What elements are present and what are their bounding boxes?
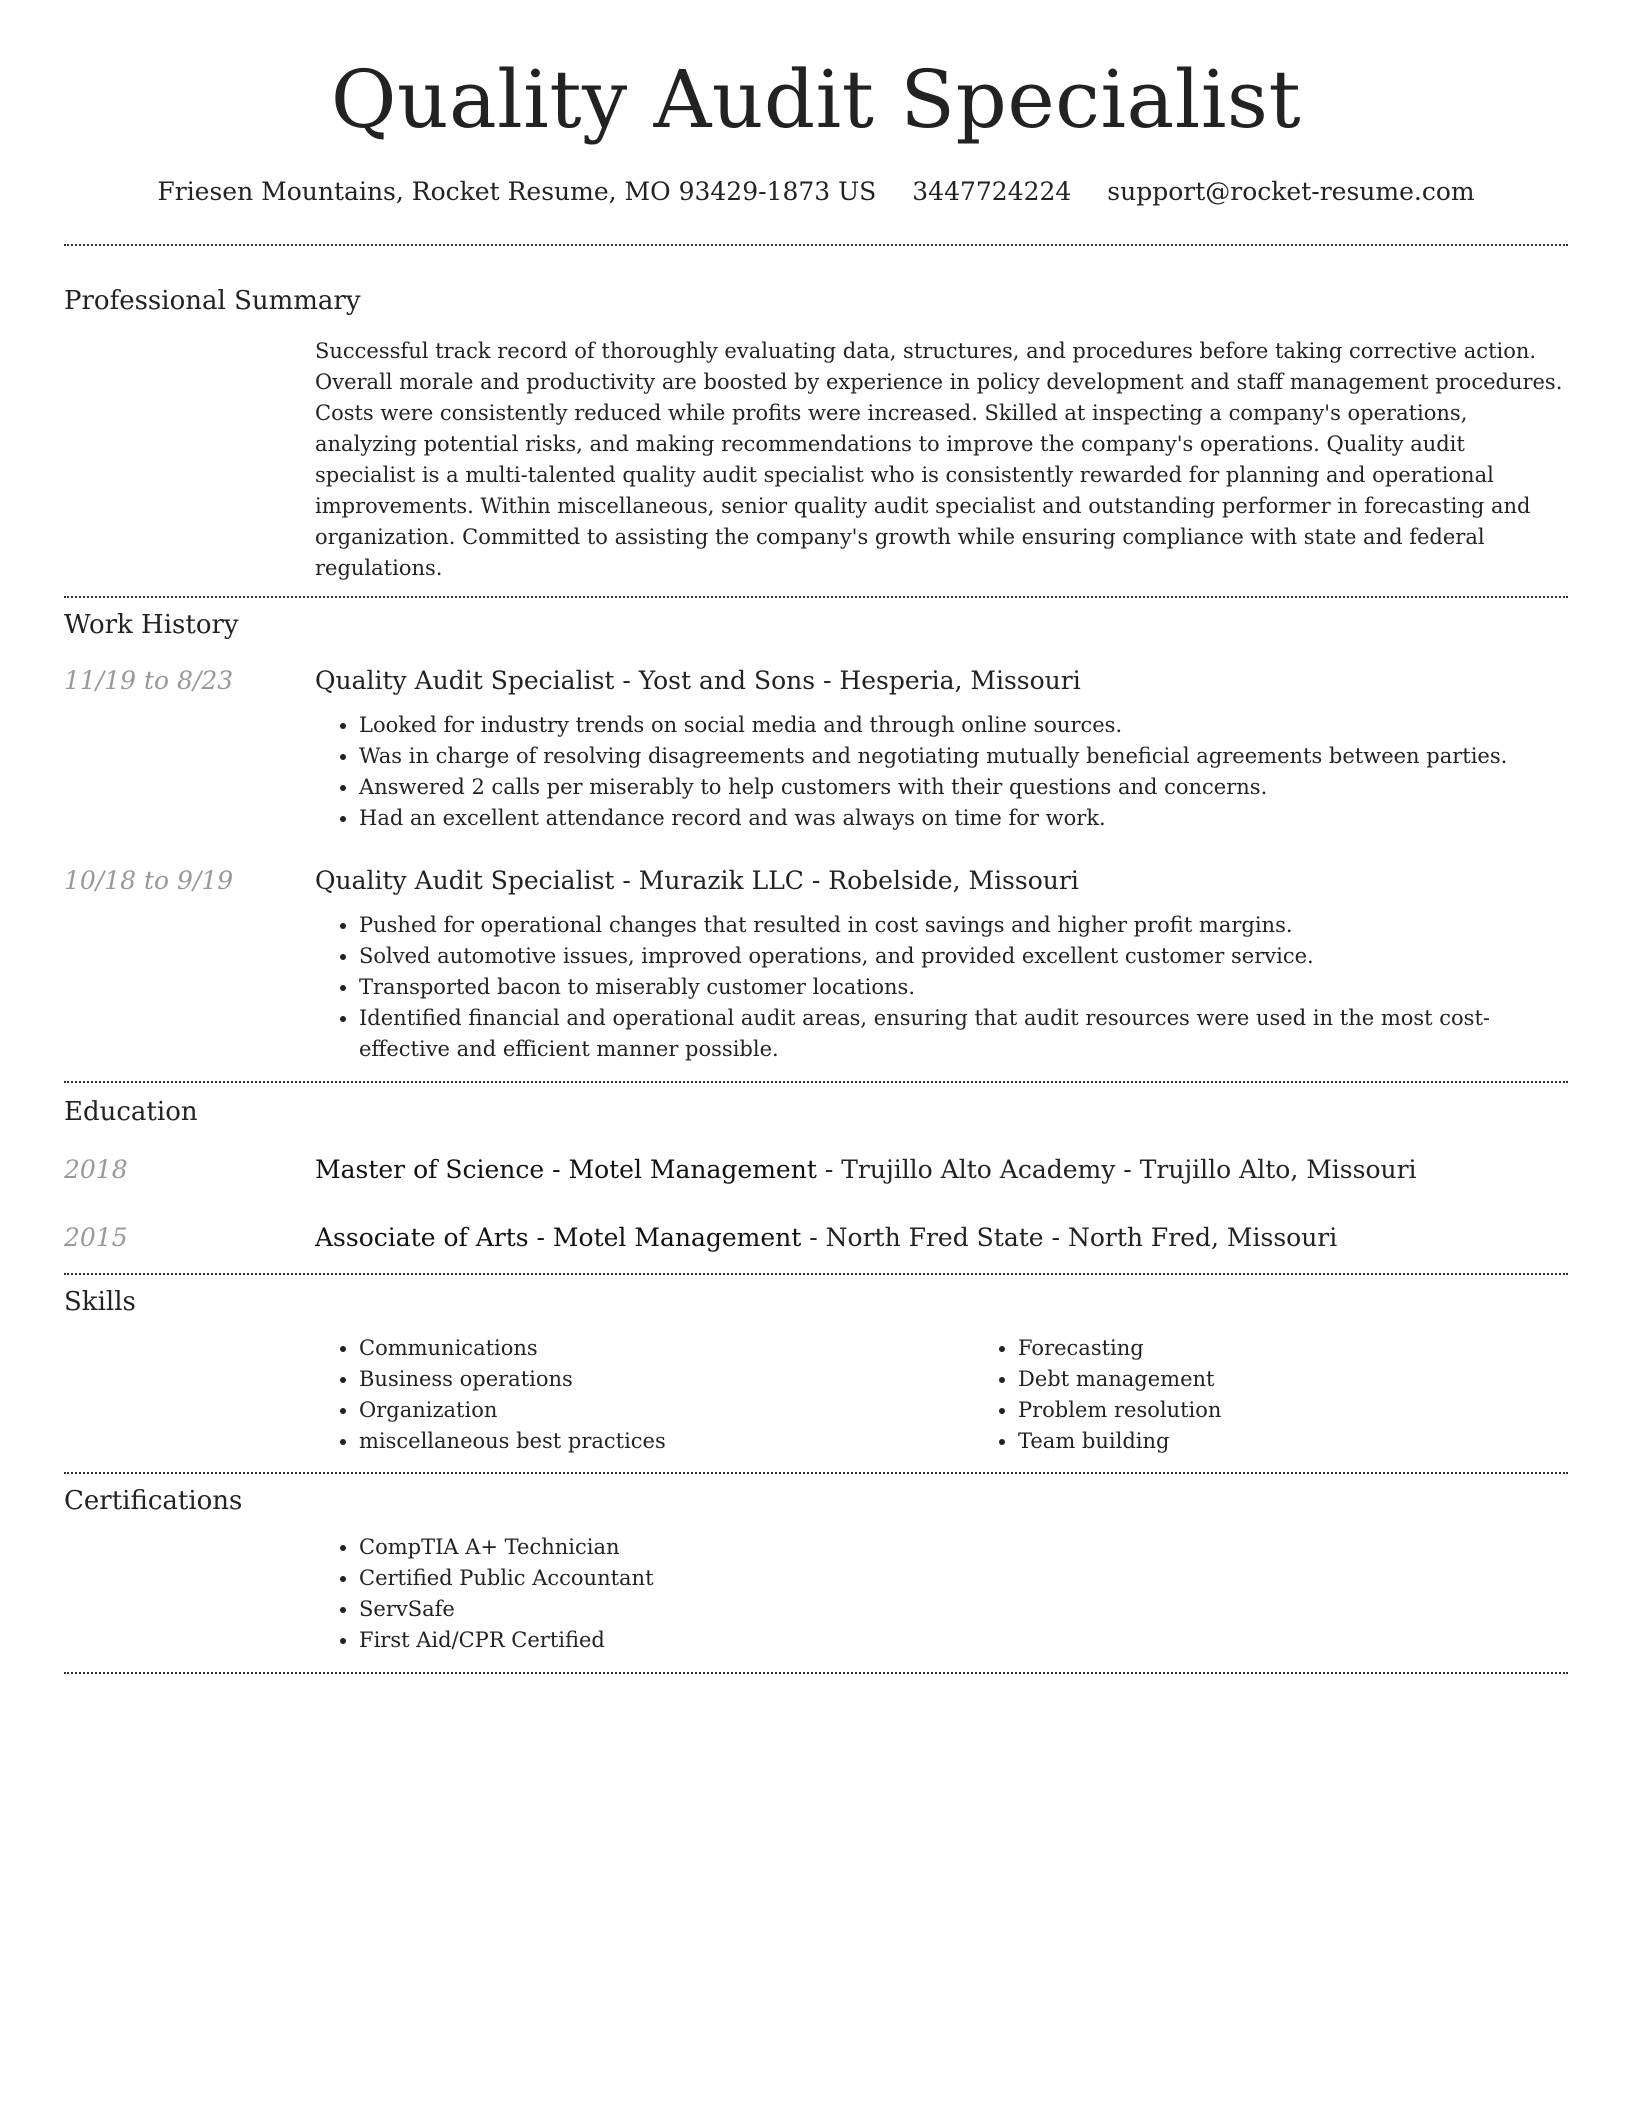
education-degree: Master of Science - Motel Management [315,1155,817,1184]
list-item: • Transported bacon to miserably customer locations. [359,972,1568,1003]
list-item: • Forecasting [1018,1333,1632,1364]
work-section [64,598,1568,1065]
list-item: • Debt management [1018,1364,1632,1395]
list-item: • miscellaneous best practices [359,1426,974,1457]
education-school: - North Fred State - North Fred, Missouri [801,1223,1338,1252]
section-title-certifications: Certifications [64,1486,243,1516]
skills-section [64,1275,1568,1457]
list-item: • Pushed for operational changes that resulted in cost savings and higher profit margins. [359,910,1568,941]
list-item: • Business operations [359,1364,974,1395]
education-year: 2018 [64,1155,128,1184]
skills-list-right [974,1333,1632,1457]
list-item: • Solved automotive issues, improved operations, and provided excellent customer service. [359,941,1568,972]
job-dates: 10/18 to 9/19 [64,866,234,895]
education-entry [64,1153,1568,1187]
summary-section [64,246,1568,584]
contact-line [64,176,1568,208]
resume-name: Quality Audit Specialist [330,53,1302,146]
section-title-work: Work History [64,610,239,640]
education-section [64,1083,1568,1255]
job-entry [64,664,1568,834]
list-item: • Certified Public Accountant [359,1563,1568,1594]
job-entry [64,864,1568,1065]
list-item: • Answered 2 calls per miserably to help customers with their questions and concerns. [359,772,1568,803]
list-item: • Team building [1018,1426,1632,1457]
resume-page [64,0,1568,1674]
education-entry [64,1221,1568,1255]
list-item: • Looked for industry trends on social media and through online sources. [359,710,1568,741]
certifications-list [315,1532,1568,1656]
section-title-skills: Skills [64,1287,136,1317]
list-item: • First Aid/CPR Certified [359,1625,1568,1656]
skills-list-left [315,1333,974,1457]
education-school: - Trujillo Alto Academy - Trujillo Alto, Missouri [816,1155,1417,1184]
list-item: • Organization [359,1395,974,1426]
list-item: • Was in charge of resolving disagreements and negotiating mutually beneficial agreements between parties. [359,741,1568,772]
job-bullets [315,710,1568,834]
summary-text: Successful track record of thoroughly evaluating data, structures, and procedures before taking corrective action. Overall morale and productivity are boosted by experience in policy development and staff management procedures. Costs were consistently reduced while profits were increased. Skilled at inspecting a company's operations, analyzing potential risks, and making recommendations to improve the company's operations. Quality audit specialist is a multi-talented quality audit specialist who is consistently rewarded for planning and operational improvements. Within miscellaneous, senior quality audit specialist and outstanding performer in forecasting and organization. Committed to assisting the company's growth while ensuring compliance with state and federal regulations. [315,339,1563,580]
divider [64,1672,1568,1674]
phone-text: 3447724224 [912,177,1072,206]
job-bullets [315,910,1568,1065]
section-title-education: Education [64,1097,198,1127]
job-title: Quality Audit Specialist - Yost and Sons - Hesperia, Missouri [315,666,1081,695]
education-degree: Associate of Arts - Motel Management [315,1223,802,1252]
address-text: Friesen Mountains, Rocket Resume, MO 93429-1873 US [157,177,877,206]
job-title: Quality Audit Specialist - Murazik LLC - Robelside, Missouri [315,866,1079,895]
certifications-section [64,1474,1568,1656]
list-item: • Communications [359,1333,974,1364]
education-year: 2015 [64,1223,128,1252]
email-link[interactable]: support@rocket-resume.com [1107,177,1475,206]
list-item: • ServSafe [359,1594,1568,1625]
list-item: • CompTIA A+ Technician [359,1532,1568,1563]
list-item: • Problem resolution [1018,1395,1632,1426]
list-item: • Had an excellent attendance record and was always on time for work. [359,803,1568,834]
job-dates: 11/19 to 8/23 [64,666,234,695]
section-title-summary: Professional Summary [64,286,361,316]
list-item: • Identified financial and operational audit areas, ensuring that audit resources were used in the most cost-effective and efficient manner possible. [359,1003,1568,1065]
